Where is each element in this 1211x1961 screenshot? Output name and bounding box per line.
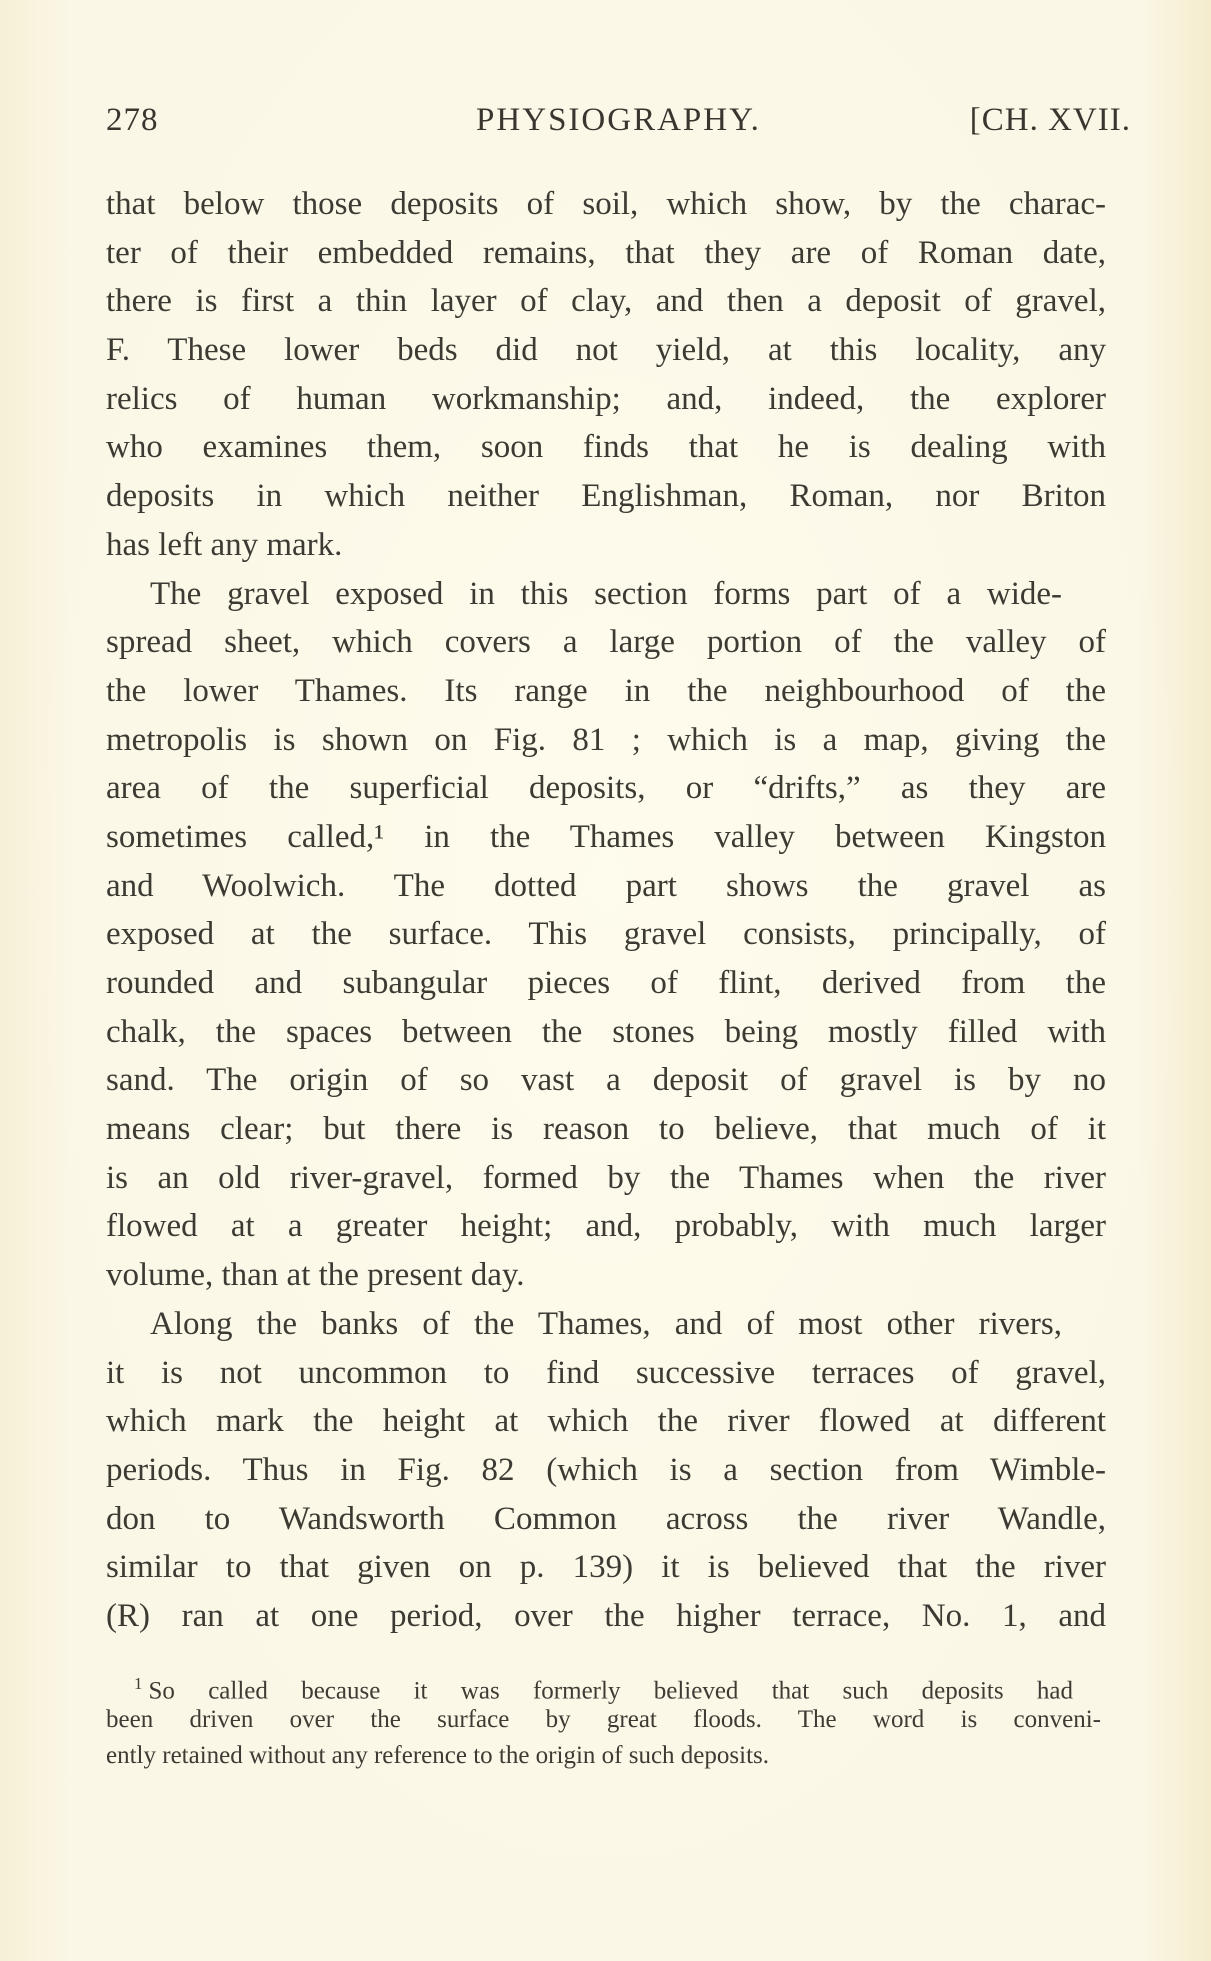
footnote-marker: 1	[134, 1674, 143, 1693]
text-line: relics of human workmanship; and, indeed, the explorer	[106, 380, 1106, 417]
footnote	[106, 1666, 1101, 1774]
text-line: similar to that given on p. 139) it is believed that the river	[106, 1549, 1106, 1586]
text-line: is an old river-gravel, formed by the Thames when the river	[106, 1159, 1106, 1196]
text-line: sand. The origin of so vast a deposit of gravel is by no	[106, 1062, 1106, 1099]
text-line: ter of their embedded remains, that they are of Roman date,	[106, 234, 1106, 271]
text-line: rounded and subangular pieces of flint, derived from the	[106, 965, 1106, 1001]
footnote-line	[106, 1666, 1101, 1705]
text-line: F. These lower beds did not yield, at this locality, any	[106, 332, 1106, 369]
text-line: sometimes called,¹ in the Thames valley between Kingston	[106, 818, 1106, 855]
paragraph-start-line: The gravel exposed in this section forms part of a wide-	[150, 575, 1062, 612]
text-line: that below those deposits of soil, which show, by the charac-	[106, 186, 1106, 222]
text-line: chalk, the spaces between the stones being mostly filled with	[106, 1013, 1106, 1050]
text-line: which mark the height at which the river flowed at different	[106, 1403, 1106, 1440]
footnote-line: been driven over the surface by great floods. The word is conveni-	[106, 1706, 1101, 1733]
text-line: and Woolwich. The dotted part shows the gravel as	[106, 867, 1106, 904]
footnote-text: So called because it was formerly believed that such deposits had	[148, 1677, 1073, 1705]
text-line: (R) ran at one period, over the higher terrace, No. 1, and	[106, 1597, 1106, 1634]
text-line: means clear; but there is reason to believe, that much of it	[106, 1111, 1106, 1148]
footnote-line: ently retained without any reference to the origin of such deposits.	[106, 1742, 769, 1769]
text-line: flowed at a greater height; and, probably, with much larger	[106, 1208, 1106, 1245]
text-line: the lower Thames. Its range in the neighbourhood of the	[106, 672, 1106, 709]
paragraph-start-line: Along the banks of the Thames, and of most other rivers,	[150, 1305, 1062, 1342]
body-text	[106, 180, 1106, 1641]
page-number: 278	[106, 102, 159, 138]
text-line: metropolis is shown on Fig. 81 ; which is a map, giving the	[106, 721, 1106, 758]
text-line: area of the superficial deposits, or “drifts,” as they are	[106, 770, 1106, 807]
text-line: has left any mark.	[106, 526, 343, 563]
text-line: spread sheet, which covers a large portion of the valley of	[106, 624, 1106, 661]
text-line: volume, than at the present day.	[106, 1257, 525, 1294]
text-line: who examines them, soon finds that he is dealing with	[106, 429, 1106, 466]
chapter-reference: [CH. XVII.	[969, 102, 1131, 138]
text-line: exposed at the surface. This gravel consists, principally, of	[106, 916, 1106, 953]
text-line: don to Wandsworth Common across the river Wandle,	[106, 1500, 1106, 1537]
text-line: it is not uncommon to find successive terraces of gravel,	[106, 1354, 1106, 1391]
text-line: there is first a thin layer of clay, and then a deposit of gravel,	[106, 283, 1106, 320]
text-line: periods. Thus in Fig. 82 (which is a section from Wimble-	[106, 1451, 1106, 1488]
text-line: deposits in which neither Englishman, Roman, nor Briton	[106, 478, 1106, 515]
running-head	[106, 102, 1131, 146]
running-title: PHYSIOGRAPHY.	[476, 102, 761, 138]
